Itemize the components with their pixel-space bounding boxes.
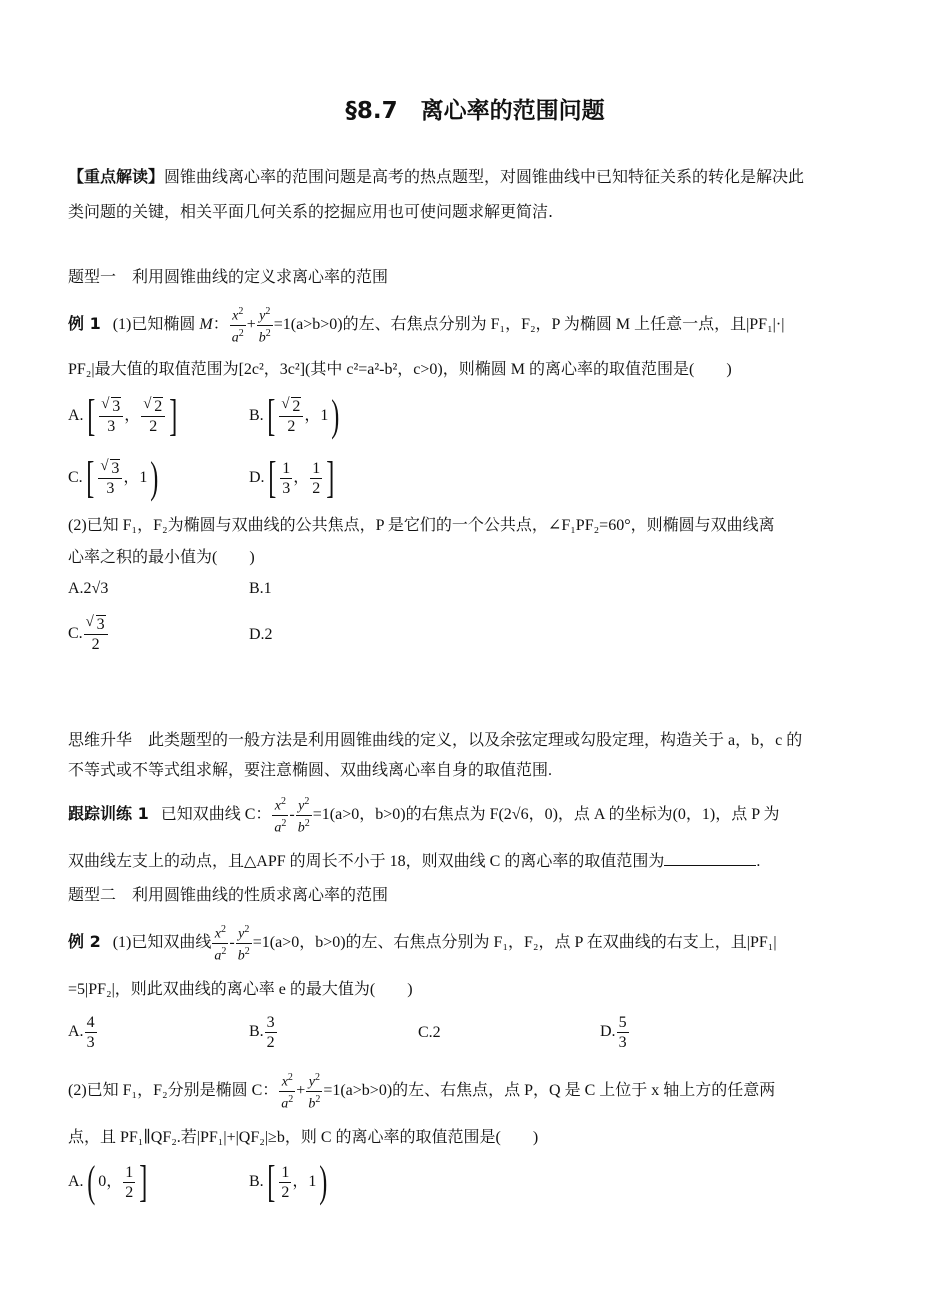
ex2p2-frac-y2b2: $\frac{y^2}{b^2}$ xyxy=(308,1072,321,1112)
ex1-frac-x2a2: $\frac{x^2}{a^2}$ xyxy=(231,306,244,346)
intro-line-1 xyxy=(68,166,804,188)
ex2-part2-option-b[interactable]: B.[ $\frac{1}{2}$ ，1) xyxy=(249,1157,328,1207)
ex2-line-2: =5|PF₂|，则此双曲线的离心率 e 的最大值为( ) xyxy=(68,981,413,998)
ex1-part1-prefix: (1)已知椭圆 xyxy=(112,316,196,333)
practice1-text-2: 双曲线左支上的动点，且△APF 的周长不小于 18，则双曲线 C 的离心率的取值范围为 xyxy=(68,853,665,870)
frac-5-3: $\frac{5}{3}$ xyxy=(618,1013,627,1051)
ex2-option-b[interactable] xyxy=(249,1010,278,1054)
frac-3-2: $\frac{3}{2}$ xyxy=(266,1013,275,1051)
ex1-part2-option-a[interactable]: A.2√3 xyxy=(68,580,109,597)
ex1-part2-option-b[interactable]: B.1 xyxy=(249,580,272,597)
ex2-label: 例 2 xyxy=(68,932,101,951)
frac-sqrt3-3: √ $\frac{3}{3}$ xyxy=(98,459,122,498)
ex1-line-1: 例 1 (1)已知椭圆 M： $\frac{x^2}{a^2}$ + $\frac{y^2}{b^2}$ =1(a>b>0)的左、右焦点分别为 F₁，F₂，P 为椭圆 M 上任意一点，且|PF₁|·| xyxy=(68,306,785,346)
option-a-letter: A. xyxy=(68,407,84,424)
frac-1-3: $\frac{1}{3}$ xyxy=(282,459,291,497)
intro-line-2: 类问题的关键，相关平面几何关系的挖掘应用也可使问题求解更简洁. xyxy=(68,202,554,221)
ex2-part1-prefix: (1)已知双曲线 xyxy=(112,934,212,951)
frac-1-2: $\frac{1}{2}$ xyxy=(281,1163,290,1201)
practice1-tail: =1(a>0，b>0)的右焦点为 F(2√6，0)，点 A 的坐标为(0，1)，点 P 为 xyxy=(312,806,780,823)
ex2p2-frac-x2a2: $\frac{x^2}{a^2}$ xyxy=(281,1072,294,1112)
ex2-part2-option-a[interactable]: A.( 0， $\frac{1}{2}$ ] xyxy=(68,1157,148,1207)
type1-heading: 题型一 利用圆锥曲线的定义求离心率的范围 xyxy=(68,267,389,286)
option-a-letter: A. xyxy=(68,1023,84,1040)
frac-1-2: $\frac{1}{2}$ xyxy=(125,1163,134,1201)
option-d-letter: D. xyxy=(600,1023,616,1040)
frac-sqrt3-2: √ $\frac{3}{2}$ xyxy=(84,615,108,654)
ex1-line-2: PF₂|最大值的取值范围为[2c²，3c²](其中 c²=a²-b²，c>0)，则椭圆 M 的离心率的取值范围是( ) xyxy=(68,361,732,378)
frac-1-2: $\frac{1}{2}$ xyxy=(312,459,321,497)
practice1-label: 跟踪训练 1 xyxy=(68,804,149,823)
ex1-frac-y2b2: $\frac{y^2}{b^2}$ xyxy=(258,306,271,346)
frac-sqrt2-2: √ $\frac{2}{2}$ xyxy=(141,397,165,436)
ex2-part2-prefix: (2)已知 F₁，F₂分别是椭圆 C： xyxy=(68,1081,279,1099)
ex2-part1-tail: =1(a>0，b>0)的左、右焦点分别为 F₁，F₂，点 P 在双曲线的右支上，且|PF₁| xyxy=(252,934,777,951)
page-title: §8.7 离心率的范围问题 xyxy=(345,98,605,124)
option-a-letter: A. xyxy=(68,1173,84,1190)
ex2-option-a[interactable] xyxy=(68,1010,98,1054)
ex2-part2-line-1: (2)已知 F₁，F₂分别是椭圆 C： $\frac{x^2}{a^2}$ + $\frac{y^2}{b^2}$ =1(a>b>0)的左、右焦点，点 P，Q 是 C 上位于 x 轴上方的任意两 xyxy=(68,1072,776,1112)
practice1-frac-x2a2: $\frac{x^2}{a^2}$ xyxy=(274,796,287,836)
option-b-letter: B. xyxy=(249,407,264,424)
ex2-option-c[interactable]: C.2 xyxy=(418,1024,441,1041)
answer-blank[interactable] xyxy=(664,851,756,866)
practice1-end: . xyxy=(756,853,761,870)
practice1-frac-y2b2: $\frac{y^2}{b^2}$ xyxy=(297,796,310,836)
option-b-letter: B. xyxy=(249,1023,264,1040)
ex1-option-c[interactable]: C.[ √ $\frac{3}{3}$ ，1) xyxy=(68,452,162,504)
practice1-line-1: 跟踪训练 1 已知双曲线 C： $\frac{x^2}{a^2}$ - $\frac{y^2}{b^2}$ =1(a>0，b>0)的右焦点为 F(2√6，0)，点 A 的坐标为(0，1)，点 P 为 xyxy=(68,796,780,836)
ex1-part2-option-c[interactable] xyxy=(68,612,109,656)
thinking-line-2: 不等式或不等式组求解，要注意椭圆、双曲线离心率自身的取值范围. xyxy=(68,762,553,779)
ex1-part2-option-d[interactable]: D.2 xyxy=(249,626,273,643)
option-d-letter: D. xyxy=(249,469,265,486)
ex2-option-d[interactable] xyxy=(600,1010,630,1054)
ex2-part2-tail: =1(a>b>0)的左、右焦点，点 P，Q 是 C 上位于 x 轴上方的任意两 xyxy=(323,1081,776,1099)
thinking-line-1: 思维升华 此类题型的一般方法是利用圆锥曲线的定义，以及余弦定理或勾股定理，构造关于 a，b，c 的 xyxy=(68,732,803,749)
practice1-line-2 xyxy=(68,851,760,873)
ex1-part2-line-2: 心率之积的最小值为( ) xyxy=(68,549,255,566)
ex1-part1-tail: =1(a>b>0)的左、右焦点分别为 F₁，F₂，P 为椭圆 M 上任意一点，且|PF₁|·| xyxy=(273,316,785,333)
option-c-letter: C. xyxy=(68,625,83,642)
ex1-label: 例 1 xyxy=(68,314,101,333)
ex1-option-d[interactable]: D.[ $\frac{1}{3}$ ， $\frac{1}{2}$ ] xyxy=(249,453,335,503)
intro-text-1: 圆锥曲线离心率的范围问题是高考的热点题型，对圆锥曲线中已知特征关系的转化是解决此 xyxy=(164,167,805,186)
ex2-line-1: 例 2 (1)已知双曲线 $\frac{x^2}{a^2}$ - $\frac{y^2}{b^2}$ =1(a>0，b>0)的左、右焦点分别为 F₁，F₂，点 P 在双曲线的右支上，且|PF₁| xyxy=(68,924,777,964)
option-c-letter: C. xyxy=(68,469,83,486)
ex2-frac-x2a2: $\frac{x^2}{a^2}$ xyxy=(214,924,227,964)
ex2-part2-line-2: 点，且 PF₁∥QF₂.若|PF₁|+|QF₂|≥b，则 C 的离心率的取值范围是( ) xyxy=(68,1129,539,1146)
ex1-option-a[interactable]: A.[ √ $\frac{3}{3}$ ， √ $\frac{2}{2}$ ] xyxy=(68,390,181,442)
type2-heading: 题型二 利用圆锥曲线的性质求离心率的范围 xyxy=(68,885,389,904)
practice1-prefix: 已知双曲线 C： xyxy=(160,806,272,823)
ex2-frac-y2b2: $\frac{y^2}{b^2}$ xyxy=(237,924,250,964)
frac-4-3: $\frac{4}{3}$ xyxy=(86,1013,95,1051)
frac-sqrt3-3: √ $\frac{3}{3}$ xyxy=(99,397,123,436)
frac-sqrt2-2: √ $\frac{2}{2}$ xyxy=(279,397,303,436)
ex1-part2-line-1: (2)已知 F₁，F₂为椭圆与双曲线的公共焦点，P 是它们的一个公共点，∠F₁PF₂=60°，则椭圆与双曲线离 xyxy=(68,517,775,534)
option-b-letter: B. xyxy=(249,1173,264,1190)
ex1-option-b[interactable]: B.[ √ $\frac{2}{2}$ ，1) xyxy=(249,390,343,442)
intro-tag: 【重点解读】 xyxy=(68,167,165,186)
